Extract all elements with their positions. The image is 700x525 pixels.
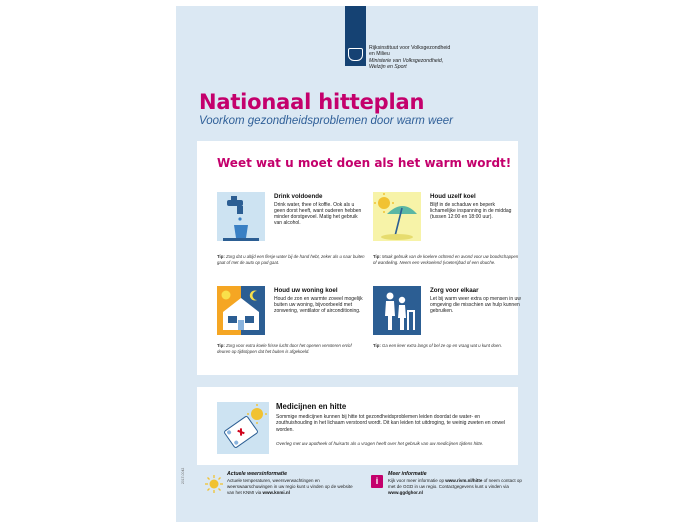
tip-title: Houd uw woning koel bbox=[274, 287, 338, 294]
tip-text: Houd de zon en warmte zoveel mogelijk buiten uw woning, bijvoorbeeld met zonwering, ventilator of airconditioning. bbox=[274, 295, 363, 315]
tip-note-text: Zorg voor extra koele frisse lucht door het openen vensteren en/of deuren op tijdstippen dat het buiten is afgekoeld. bbox=[217, 343, 352, 354]
tip-title: Houd uzelf koel bbox=[430, 193, 476, 200]
rivm-link[interactable]: www.rivm.nl/hitte bbox=[445, 478, 483, 483]
footer-weather-title: Actuele weersinformatie bbox=[227, 471, 287, 477]
footer-info-body-1: Kijk voor meer informatie op bbox=[388, 478, 445, 483]
tip-note-text: Ga een keer extra langs of bel ze op en vraag wat u kunt doen. bbox=[382, 343, 502, 348]
crest-icon bbox=[348, 48, 363, 61]
heatplan-poster bbox=[176, 6, 538, 522]
tip-note-label: Tip: bbox=[217, 254, 225, 259]
footer-weather bbox=[227, 471, 357, 495]
tip-title: Drink voldoende bbox=[274, 193, 323, 200]
footer-info-text bbox=[388, 478, 528, 495]
medicine-title: Medicijnen en hitte bbox=[276, 402, 347, 411]
footer-weather-body: Actuele temperaturen, weersverwachtingen en weerswaarschuwingen in uw regio kunt u vinden op de website van het KNMI via bbox=[227, 478, 353, 495]
tip-note bbox=[217, 254, 365, 265]
logo-line-2: en Milieu bbox=[369, 51, 390, 58]
rivm-logo bbox=[345, 6, 366, 66]
house-sun-moon-icon bbox=[217, 286, 265, 335]
ggdghor-link[interactable]: www.ggdghor.nl bbox=[388, 489, 423, 495]
medicine-icon bbox=[217, 402, 269, 454]
tip-text: Drink water, thee of koffie. Ook als u geen dorst heeft, want ouderen hebben minder dorstgevoel. Matig het gebruik van alcohol. bbox=[274, 201, 362, 227]
water-tap-icon bbox=[217, 192, 265, 241]
side-code: 2017-0042 bbox=[181, 467, 185, 484]
footer-info-title: Meer informatie bbox=[388, 471, 427, 477]
tips-card bbox=[197, 141, 521, 375]
medicine-text: Sommige medicijnen kunnen bij hitte tot gezondheidsproblemen leiden doordat de water- en zouthuishouding in het lichaam verstoord wordt. Dit kan leiden tot uitdroging, te weinig zweten en onwel worden. bbox=[276, 414, 506, 433]
tip-note bbox=[373, 254, 521, 265]
tip-note bbox=[373, 343, 521, 349]
page-subtitle: Voorkom gezondheidsproblemen door warm weer bbox=[199, 115, 453, 127]
logo-line-3: Ministerie van Volksgezondheid, bbox=[369, 57, 444, 64]
tip-title: Zorg voor elkaar bbox=[430, 287, 479, 294]
info-icon: i bbox=[371, 475, 383, 488]
caregiver-icon bbox=[373, 286, 421, 335]
tip-note-label: Tip: bbox=[373, 254, 381, 259]
page-title: Nationaal hitteplan bbox=[199, 90, 425, 114]
tips-heading: Weet wat u moet doen als het warm wordt! bbox=[217, 156, 512, 170]
medicine-note: Overleg met uw apotheek of huisarts als u vragen heeft over het gebruik van uw medicijnen tijdens hitte. bbox=[276, 441, 484, 446]
sun-icon bbox=[205, 475, 223, 498]
footer-info bbox=[388, 471, 528, 495]
tip-text: Blijf in de schaduw en beperk lichamelijke inspanning in de middag (tussen 12:00 en 18:00 uur). bbox=[430, 201, 512, 221]
logo-text bbox=[369, 45, 529, 71]
tip-note-label: Tip: bbox=[373, 343, 381, 348]
tip-note bbox=[217, 343, 365, 354]
logo-line-1: Rijksinstituut voor Volksgezondheid bbox=[369, 45, 451, 51]
footer-info-body-2: of neem contact op met de GGD in uw regio. Contactgegevens kunt u vinden via bbox=[388, 478, 522, 489]
logo-line-4: Welzijn en Sport bbox=[369, 64, 407, 71]
parasol-icon bbox=[373, 192, 421, 241]
tip-text: Let bij warm weer extra op mensen in uw omgeving die misschien uw hulp kunnen gebruiken. bbox=[430, 295, 521, 315]
tip-note-text: Zorg dat u altijd een flesje water bij de hand hebt, zeker als u naar buiten gaat of met de auto op pad gaat. bbox=[217, 254, 365, 265]
medicine-card bbox=[197, 387, 518, 465]
knmi-link[interactable]: www.knmi.nl bbox=[262, 489, 290, 495]
tip-note-text: Maak gebruik van de koelere ochtend en avond voor uw boodschappen of wandeling. Neem een verkoelend (voeten)bad of een douche. bbox=[373, 254, 519, 265]
tip-note-label: Tip: bbox=[217, 343, 225, 348]
footer-weather-text bbox=[227, 478, 357, 495]
